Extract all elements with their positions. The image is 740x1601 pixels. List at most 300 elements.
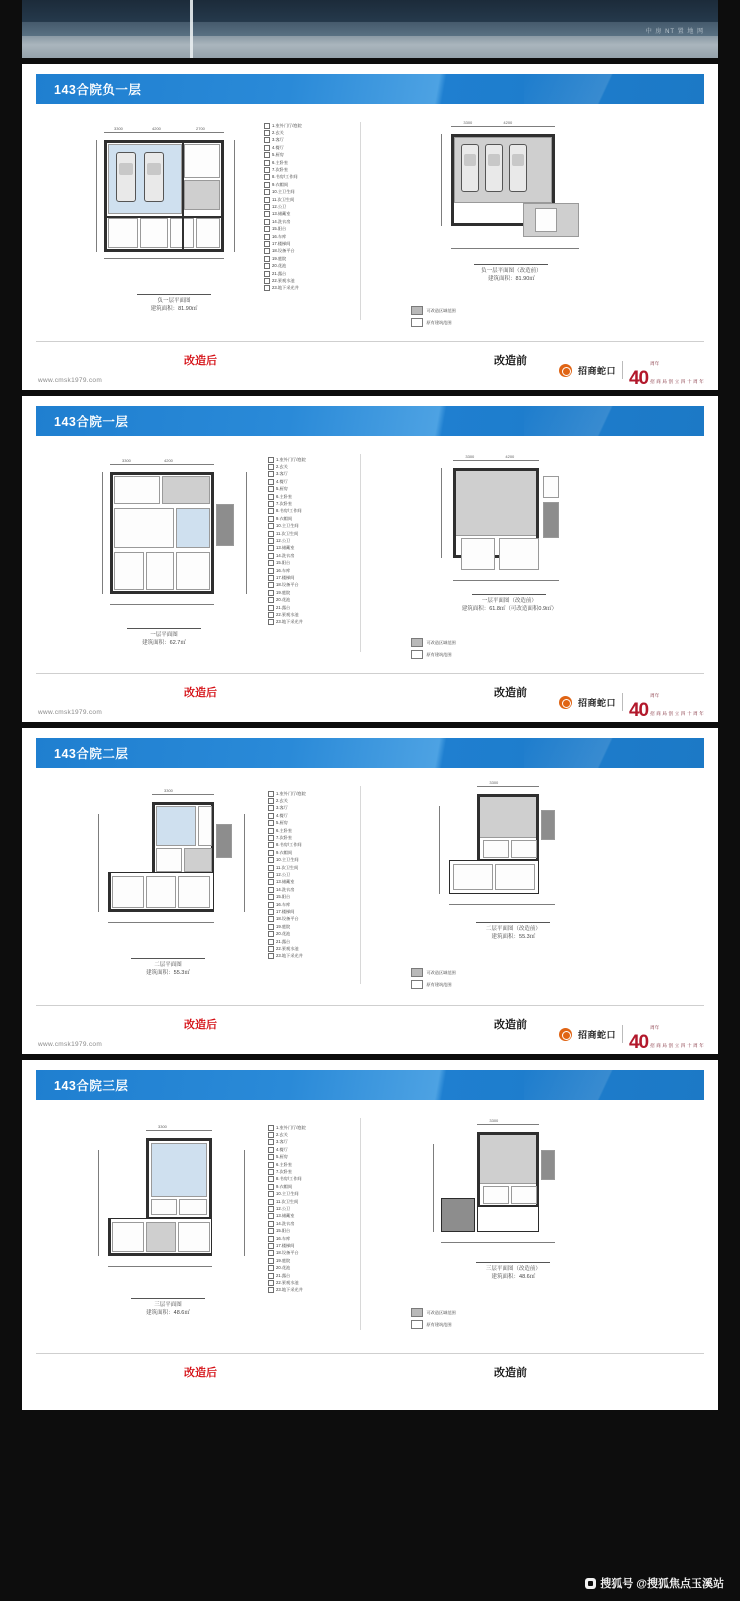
legend-item: 14.洗衣房 xyxy=(268,552,328,559)
legend-item: 14.洗衣房 xyxy=(268,1220,328,1227)
legend-swatch xyxy=(268,1221,274,1227)
legend-item: 1.室外门厅/庭院 xyxy=(268,1124,328,1131)
legend-item: 9.衣帽间 xyxy=(268,515,328,522)
legend-swatch xyxy=(264,285,270,291)
legend-swatch xyxy=(264,256,270,262)
caption-line-2: 建筑面积：55.3㎡ xyxy=(146,970,190,977)
caption-line-1: 一层平面图 xyxy=(150,632,178,638)
legend-swatch xyxy=(268,1258,274,1264)
dim-top-2: 4200 xyxy=(503,120,513,125)
sheet-title-bar xyxy=(36,738,704,768)
legend-swatch xyxy=(268,1250,274,1256)
caption-line-1: 负一层平面图（改造前） xyxy=(481,268,542,274)
legend-swatch xyxy=(268,835,274,841)
floorplan-drawing-before xyxy=(431,780,611,926)
legend-row: 原有建筑范围 xyxy=(411,318,455,327)
legend-swatch xyxy=(268,916,274,922)
caption-line-1: 一层平面图（改造前） xyxy=(481,598,537,604)
sheet-body xyxy=(36,768,704,1053)
legend-item: 22.景观水池 xyxy=(268,1279,328,1286)
legend-item: 10.主卫生间 xyxy=(268,1191,328,1198)
site-url[interactable]: www.cmsk1979.com xyxy=(38,377,103,384)
legend-item: 13.储藏室 xyxy=(264,211,324,218)
legend-item: 9.衣帽间 xyxy=(268,1183,328,1190)
room-legend-after xyxy=(268,456,328,626)
caption-line-2: 建筑面积：81.90㎡ xyxy=(487,276,535,283)
legend-item: 6.主卧室 xyxy=(268,827,328,834)
legend-swatch xyxy=(264,271,270,277)
legend-item: 7.次卧室 xyxy=(268,1168,328,1175)
legend-swatch xyxy=(268,590,274,596)
brand-name: 招商蛇口 xyxy=(577,1029,616,1040)
legend-swatch xyxy=(264,204,270,210)
sheet-title-text: 143合院一层 xyxy=(54,415,129,429)
legend-swatch xyxy=(264,248,270,254)
before-plan-column xyxy=(383,1100,704,1410)
after-plan-caption xyxy=(114,294,234,314)
brand-divider xyxy=(622,693,623,711)
legend-item: 13.储藏室 xyxy=(268,879,328,886)
floorplan-drawing-before xyxy=(431,1118,611,1269)
legend-item: 14.洗衣房 xyxy=(264,218,324,225)
legend-item: 2.玄关 xyxy=(268,463,328,470)
anniversary-sub-2: 招 商 局 创 立 四 十 周 年 xyxy=(650,1043,704,1048)
banner-watermark: 中 房 NT 置 地 网 xyxy=(645,29,704,35)
label-before: 改造前 xyxy=(494,355,527,367)
brand-mark-icon xyxy=(559,364,572,377)
legend-swatch xyxy=(264,123,270,129)
banner-water xyxy=(22,36,718,58)
caption-line-2: 建筑面积：81.90㎡ xyxy=(150,306,198,313)
footer-rule xyxy=(36,1005,704,1006)
area-legend xyxy=(411,968,455,992)
legend-swatch xyxy=(268,894,274,900)
legend-swatch xyxy=(268,486,274,492)
area-legend xyxy=(411,1308,455,1332)
legend-item: 3.客厅 xyxy=(268,1139,328,1146)
legend-swatch xyxy=(264,219,270,225)
anniversary-block xyxy=(629,1016,704,1052)
legend-swatch xyxy=(268,582,274,588)
caption-line-2: 建筑面积：61.8㎡（可改造面积0.9㎡） xyxy=(461,606,558,613)
legend-swatch-gray xyxy=(411,306,423,315)
banner-right-mask xyxy=(718,0,740,58)
legend-swatch xyxy=(268,1162,274,1168)
dim-top-1: 3300 xyxy=(489,1118,499,1123)
legend-swatch xyxy=(268,805,274,811)
legend-item: 2.玄关 xyxy=(264,129,324,136)
site-url[interactable]: www.cmsk1979.com xyxy=(38,1041,103,1048)
footer-rule xyxy=(36,341,704,342)
dim-top-1: 3300 xyxy=(158,1124,167,1129)
legend-item: 21.露台 xyxy=(268,604,328,611)
floorplan-sheet-level1 xyxy=(22,396,718,722)
legend-item: 5.厨房 xyxy=(268,820,328,827)
legend-swatch xyxy=(268,523,274,529)
brand-divider xyxy=(622,1025,623,1043)
legend-swatch xyxy=(268,887,274,893)
legend-item: 3.客厅 xyxy=(268,805,328,812)
legend-item: 5.厨房 xyxy=(268,486,328,493)
brand-logo xyxy=(559,352,704,388)
legend-swatch xyxy=(268,605,274,611)
sheet-title-text: 143合院负一层 xyxy=(54,83,142,97)
banner-skyline xyxy=(22,22,718,36)
legend-item: 18.设备平台 xyxy=(268,1250,328,1257)
legend-item: 5.厨房 xyxy=(268,1154,328,1161)
legend-item: 23.地下采光井 xyxy=(268,953,328,960)
room-legend-after xyxy=(268,790,328,960)
legend-row: 可改造区域范围 xyxy=(411,1308,455,1317)
brand-logo xyxy=(559,684,704,720)
caption-line-1: 三层平面图（改造前） xyxy=(485,1266,541,1272)
legend-swatch xyxy=(268,1280,274,1286)
legend-swatch xyxy=(264,226,270,232)
legend-item: 13.储藏室 xyxy=(268,545,328,552)
legend-swatch xyxy=(268,1176,274,1182)
legend-item: 2.玄关 xyxy=(268,1131,328,1138)
legend-item: 4.餐厅 xyxy=(268,478,328,485)
brand-mark-icon xyxy=(559,1028,572,1041)
legend-row: 可改造区域范围 xyxy=(411,968,455,977)
legend-item: 9.衣帽间 xyxy=(268,849,328,856)
anniversary-sub-2: 招 商 局 创 立 四 十 周 年 xyxy=(650,711,704,716)
legend-swatch xyxy=(268,1125,274,1131)
legend-swatch xyxy=(268,508,274,514)
dim-top-1: 3300 xyxy=(164,788,173,793)
legend-item: 19.庭院 xyxy=(268,923,328,930)
legend-item: 1.室外门厅/庭院 xyxy=(268,456,328,463)
legend-swatch xyxy=(268,597,274,603)
label-before: 改造前 xyxy=(494,1367,527,1379)
legend-item: 3.客厅 xyxy=(264,137,324,144)
legend-swatch xyxy=(268,471,274,477)
before-plan-caption xyxy=(453,1262,573,1282)
sheet-title-text: 143合院二层 xyxy=(54,747,129,761)
legend-item: 19.庭院 xyxy=(268,1257,328,1264)
legend-item: 1.室外门厅/庭院 xyxy=(264,122,324,129)
legend-item: 21.露台 xyxy=(268,938,328,945)
legend-swatch-white xyxy=(411,650,423,659)
label-after: 改造后 xyxy=(184,687,217,699)
caption-line-1: 二层平面图 xyxy=(154,962,182,968)
legend-swatch xyxy=(268,553,274,559)
column-divider xyxy=(360,122,361,320)
legend-item: 16.车库 xyxy=(268,1235,328,1242)
legend-swatch xyxy=(268,457,274,463)
legend-swatch xyxy=(268,464,274,470)
legend-swatch xyxy=(268,538,274,544)
floorplan-sheet-level3 xyxy=(22,1060,718,1410)
floorplan-drawing-before xyxy=(431,454,611,598)
legend-swatch-white xyxy=(411,1320,423,1329)
legend-item: 21.露台 xyxy=(268,1272,328,1279)
legend-swatch xyxy=(268,1243,274,1249)
legend-item: 4.餐厅 xyxy=(264,144,324,151)
legend-swatch xyxy=(264,263,270,269)
legend-swatch xyxy=(268,1199,274,1205)
legend-item: 17.楼梯间 xyxy=(264,240,324,247)
caption-line-1: 负一层平面图 xyxy=(157,298,191,304)
legend-swatch xyxy=(268,1273,274,1279)
legend-swatch xyxy=(268,516,274,522)
legend-swatch xyxy=(264,145,270,151)
legend-item: 22.景观水池 xyxy=(268,945,328,952)
legend-item: 8.书房/工作间 xyxy=(268,508,328,515)
legend-item: 18.设备平台 xyxy=(264,248,324,255)
dim-top-1: 3300 xyxy=(122,458,131,463)
legend-swatch xyxy=(268,1287,274,1293)
brand-name: 招商蛇口 xyxy=(577,365,616,376)
dim-top-2: 4200 xyxy=(164,458,173,463)
legend-swatch-white xyxy=(411,318,423,327)
legend-swatch xyxy=(264,174,270,180)
sheet-body xyxy=(36,104,704,389)
caption-line-2: 建筑面积：48.6㎡ xyxy=(146,1310,190,1317)
legend-swatch xyxy=(268,931,274,937)
sheet-body xyxy=(36,436,704,721)
legend-swatch xyxy=(268,828,274,834)
site-url[interactable]: www.cmsk1979.com xyxy=(38,709,103,716)
legend-swatch xyxy=(268,1206,274,1212)
legend-swatch-gray xyxy=(411,968,423,977)
room-legend-after xyxy=(264,122,324,292)
before-plan-caption xyxy=(453,922,573,942)
legend-swatch xyxy=(268,568,274,574)
floorplan-drawing-after xyxy=(98,458,258,614)
floorplan-drawing-before xyxy=(433,120,603,264)
anniversary-block xyxy=(629,684,704,720)
legend-item: 8.书房/工作间 xyxy=(264,174,324,181)
anniversary-block xyxy=(629,352,704,388)
anniversary-sub-1: 周年 xyxy=(650,1025,660,1030)
legend-item: 13.储藏室 xyxy=(268,1213,328,1220)
legend-item: 6.主卧室 xyxy=(264,159,324,166)
anniversary-sub-1: 周年 xyxy=(650,693,660,698)
legend-row: 原有建筑范围 xyxy=(411,650,455,659)
legend-item: 20.花池 xyxy=(268,930,328,937)
legend-swatch xyxy=(268,545,274,551)
legend-swatch xyxy=(268,924,274,930)
label-before: 改造前 xyxy=(494,687,527,699)
legend-swatch xyxy=(264,234,270,240)
sohu-watermark-text: 搜狐号 @搜狐焦点玉溪站 xyxy=(600,1578,724,1590)
legend-swatch xyxy=(268,494,274,500)
legend-item: 17.楼梯间 xyxy=(268,574,328,581)
legend-item: 12.公卫 xyxy=(268,537,328,544)
caption-line-2: 建筑面积：48.6㎡ xyxy=(491,1274,536,1281)
legend-item: 16.车库 xyxy=(264,233,324,240)
legend-swatch xyxy=(264,167,270,173)
legend-item: 22.景观水池 xyxy=(264,277,324,284)
legend-item: 23.地下采光井 xyxy=(268,619,328,626)
legend-swatch xyxy=(268,872,274,878)
dim-top-1: 3300 xyxy=(489,780,499,785)
legend-item: 11.次卫生间 xyxy=(268,530,328,537)
legend-swatch xyxy=(264,137,270,143)
legend-swatch xyxy=(268,842,274,848)
area-legend xyxy=(411,306,455,330)
legend-item: 15.阳台 xyxy=(264,225,324,232)
legend-swatch xyxy=(268,857,274,863)
after-plan-caption xyxy=(108,1298,228,1318)
after-plan-caption xyxy=(104,628,224,648)
legend-swatch xyxy=(268,560,274,566)
legend-item: 12.公卫 xyxy=(264,203,324,210)
label-after: 改造后 xyxy=(184,355,217,367)
anniversary-sub-2: 招 商 局 创 立 四 十 周 年 xyxy=(650,379,704,384)
legend-item: 11.次卫生间 xyxy=(268,1198,328,1205)
legend-item: 17.楼梯间 xyxy=(268,1242,328,1249)
sheet-title-text: 143合院三层 xyxy=(54,1079,129,1093)
banner-pole xyxy=(190,0,193,58)
caption-line-1: 二层平面图（改造前） xyxy=(485,926,541,932)
legend-swatch xyxy=(268,798,274,804)
legend-item: 15.阳台 xyxy=(268,559,328,566)
floorplan-sheet-basement xyxy=(22,64,718,390)
dim-top-3: 2700 xyxy=(196,126,205,131)
sheet-title-bar xyxy=(36,1070,704,1100)
sheet-title-bar xyxy=(36,406,704,436)
legend-swatch xyxy=(268,879,274,885)
legend-swatch xyxy=(268,1228,274,1234)
dim-top-2: 4200 xyxy=(505,454,515,459)
legend-swatch-gray xyxy=(411,638,423,647)
legend-swatch xyxy=(268,1132,274,1138)
legend-item: 8.书房/工作间 xyxy=(268,842,328,849)
legend-swatch xyxy=(268,619,274,625)
legend-swatch xyxy=(268,1154,274,1160)
legend-row: 原有建筑范围 xyxy=(411,980,455,989)
legend-item: 18.设备平台 xyxy=(268,916,328,923)
column-divider xyxy=(360,786,361,984)
legend-swatch xyxy=(268,1265,274,1271)
legend-item: 11.次卫生间 xyxy=(268,864,328,871)
legend-swatch xyxy=(268,1147,274,1153)
dim-top-2: 4200 xyxy=(152,126,161,131)
legend-item: 12.公卫 xyxy=(268,1205,328,1212)
legend-swatch xyxy=(264,130,270,136)
anniversary-number: 40 xyxy=(628,700,649,721)
legend-row: 可改造区域范围 xyxy=(411,638,455,647)
legend-item: 20.花池 xyxy=(268,596,328,603)
column-divider xyxy=(360,1118,361,1330)
before-plan-caption xyxy=(449,594,569,614)
room-legend-after xyxy=(268,1124,328,1294)
legend-item: 16.车库 xyxy=(268,567,328,574)
caption-line-2: 建筑面积：62.7㎡ xyxy=(142,640,186,647)
legend-item: 2.玄关 xyxy=(268,797,328,804)
legend-swatch xyxy=(264,189,270,195)
legend-swatch xyxy=(264,241,270,247)
legend-swatch xyxy=(264,182,270,188)
legend-swatch xyxy=(264,197,270,203)
legend-item: 4.餐厅 xyxy=(268,1146,328,1153)
legend-swatch xyxy=(268,820,274,826)
legend-swatch xyxy=(268,902,274,908)
footer-rule xyxy=(36,673,704,674)
legend-item: 6.主卧室 xyxy=(268,1161,328,1168)
caption-line-2: 建筑面积：55.3㎡ xyxy=(491,934,536,941)
legend-item: 19.庭院 xyxy=(268,589,328,596)
legend-item: 20.花池 xyxy=(268,1264,328,1271)
legend-swatch xyxy=(268,850,274,856)
sohu-watermark xyxy=(585,1575,724,1591)
legend-item: 3.客厅 xyxy=(268,471,328,478)
legend-swatch-white xyxy=(411,980,423,989)
brand-name: 招商蛇口 xyxy=(577,697,616,708)
legend-swatch xyxy=(268,1236,274,1242)
column-divider xyxy=(360,454,361,652)
legend-row: 原有建筑范围 xyxy=(411,1320,455,1329)
legend-swatch-gray xyxy=(411,1308,423,1317)
legend-item: 18.设备平台 xyxy=(268,582,328,589)
legend-swatch xyxy=(264,211,270,217)
banner-left-mask xyxy=(0,0,22,58)
legend-swatch xyxy=(268,1139,274,1145)
legend-item: 17.楼梯间 xyxy=(268,908,328,915)
dim-top-1: 3300 xyxy=(465,454,475,459)
legend-swatch xyxy=(268,946,274,952)
legend-item: 7.次卧室 xyxy=(264,166,324,173)
sohu-logo-icon xyxy=(585,1578,596,1589)
legend-item: 10.主卫生间 xyxy=(268,857,328,864)
legend-swatch xyxy=(268,909,274,915)
legend-swatch xyxy=(268,501,274,507)
legend-swatch xyxy=(268,865,274,871)
floorplan-sheet-level2 xyxy=(22,728,718,1054)
brand-logo xyxy=(559,1016,704,1052)
floorplan-drawing-after xyxy=(94,788,264,934)
legend-item: 12.公卫 xyxy=(268,871,328,878)
legend-item: 7.次卧室 xyxy=(268,500,328,507)
legend-swatch xyxy=(264,278,270,284)
anniversary-sub-1: 周年 xyxy=(650,361,660,366)
legend-item: 8.书房/工作间 xyxy=(268,1176,328,1183)
anniversary-number: 40 xyxy=(628,1032,649,1053)
legend-item: 6.主卧室 xyxy=(268,493,328,500)
legend-swatch xyxy=(264,160,270,166)
legend-row: 可改造区域范围 xyxy=(411,306,455,315)
brand-mark-icon xyxy=(559,696,572,709)
legend-swatch xyxy=(268,531,274,537)
legend-item: 20.花池 xyxy=(264,262,324,269)
floorplan-drawing-after xyxy=(94,126,244,262)
anniversary-number: 40 xyxy=(628,368,649,389)
sheet-title-bar xyxy=(36,74,704,104)
legend-item: 15.阳台 xyxy=(268,893,328,900)
legend-swatch xyxy=(268,1169,274,1175)
legend-item: 1.室外门厅/庭院 xyxy=(268,790,328,797)
floorplan-drawing-after xyxy=(94,1124,264,1280)
legend-swatch xyxy=(268,813,274,819)
legend-swatch xyxy=(268,1184,274,1190)
legend-item: 14.洗衣房 xyxy=(268,886,328,893)
legend-item: 10.主卫生间 xyxy=(264,189,324,196)
legend-item: 10.主卫生间 xyxy=(268,523,328,530)
legend-item: 23.地下采光井 xyxy=(264,285,324,292)
legend-swatch xyxy=(268,612,274,618)
legend-item: 4.餐厅 xyxy=(268,812,328,819)
legend-swatch xyxy=(268,575,274,581)
after-plan-caption xyxy=(108,958,228,978)
sheet-body xyxy=(36,1100,704,1410)
legend-item: 15.阳台 xyxy=(268,1227,328,1234)
legend-item: 23.地下采光井 xyxy=(268,1287,328,1294)
label-before: 改造前 xyxy=(494,1019,527,1031)
legend-swatch xyxy=(268,939,274,945)
brand-divider xyxy=(622,361,623,379)
